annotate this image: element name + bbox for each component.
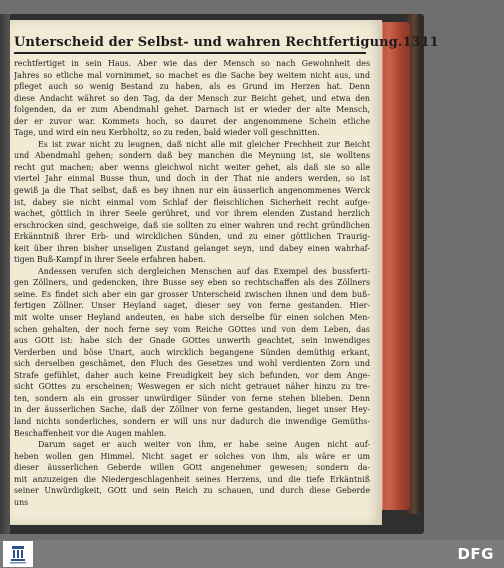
text-line: wachet, göttlich in ihrer Seele gerühret, und vor ihrem elenden Zustand herzlich [14, 209, 370, 219]
text-line: Strafe gefühlet, daher auch keine Freudigkeit bey sich befunden, vor dem Ange- [14, 370, 370, 380]
book-spine [0, 14, 10, 534]
text-line: viertel Jahr einmal Busse thun, und doch in der That nie anders werden, so ist [14, 174, 370, 184]
text-line: Es ist zwar nicht zu leugnen, daß nicht alle mit gleicher Frechheit zur Beicht [38, 139, 370, 149]
text-line: recht gut machen; aber wenns gleichwol nicht weiter gehet, als daß sie so alle [14, 162, 370, 172]
text-line: Darum saget er auch weiter von ihm, er habe seine Augen nicht auf- [38, 440, 370, 450]
text-line: Jahres so etliche mal vornimmet, so machet es die Sache bey weitem nicht aus, und [14, 70, 370, 80]
text-line: pfleget auch so wenig Bestand zu haben, als es Grund im Herzen hat. Denn [14, 82, 370, 92]
dfg-logo[interactable]: DFG [457, 545, 494, 563]
text-line: mit wolte unser Heyland andeuten, es habe sich derselbe für einen solchen Men- [14, 313, 370, 323]
text-line: Verderben und böse Unart, auch wircklich begangene Sünden demüthig erkant, [14, 347, 370, 357]
text-line: seine. Es findet sich aber ein gar grosser Unterscheid zwischen ihnen und dem buß- [14, 289, 370, 299]
text-line: schen gehalten, der noch ferne sey vom Reiche GOttes und von dem Leben, das [14, 324, 370, 334]
text-line: sich derselben geschämet, den Fluch des Gesetzes und wohl verdienten Zorn und [14, 359, 370, 369]
text-line: fertigen Zöllner. Unser Heyland saget, dieser sey von ferne gestanden. Hier- [14, 301, 370, 311]
text-line: mit anzuzeigen die Niedergeschlagenheit seines Herzens, und die tiefe Erkäntniß [14, 474, 370, 484]
running-title: Unterscheid der Selbst- und wahren Rechtfertigung. [14, 35, 403, 50]
text-line: erschrocken sind, geschweige, daß sie sollten zu einer wahren und recht gründlichen [14, 220, 370, 230]
library-logo-icon[interactable] [3, 541, 33, 567]
text-line: keit über ihren bisher unseligen Zustand gelanget seyn, und dabey einen wahrhaf- [14, 243, 370, 253]
page-header [14, 24, 439, 54]
text-line: land nichts sonderliches, sondern er will uns nur dadurch die inwendige Gemüths- [14, 416, 370, 426]
text-line: Erkänntniß ihrer Erb- und wircklichen Sünden, und zu einer göttlichen Traurig- [14, 232, 370, 242]
text-line: aus GOtt ist: habe sich der Gnade GOttes unwerth geachtet, sein inwendiges [14, 336, 370, 346]
text-line: in der äusserlichen Sache, daß der Zöllner von ferne gestanden, lieget unser Hey- [14, 405, 370, 415]
text-line: ten, sondern als ein grosser unwürdiger Sünder von ferne stehen blieben. Denn [14, 393, 370, 403]
page-number: 1311 [402, 35, 439, 50]
text-line: ist, dabey sie nicht einmal vom Schlaf der fleischlichen Sicherheit recht aufge- [14, 197, 370, 207]
text-line: seiner Unwürdigkeit, GOtt und sein Reich zu schauen, und durch diese Geberde [14, 486, 370, 496]
red-page-edges [378, 22, 410, 510]
text-line: tigen Buß-Kampf in ihrer Seele erfahren haben. [14, 255, 206, 265]
text-line: folgenden, da er zum Abendmahl gehet. Darnach ist er wieder der alte Mensch, [14, 105, 370, 115]
text-line: Beschaffenheit vor die Augen mahlen. [14, 428, 167, 438]
text-line: diese Andacht währet so den Tag, da der Mensch zur Beicht gehet, und etwa den [14, 93, 370, 103]
text-line: und Abendmahl gehen; sondern daß bey manchen die Meynung ist, sie wolltens [14, 151, 370, 161]
text-line: der er zuvor war. Kommets hoch, so dauret der angenommene Schein etliche [14, 116, 370, 126]
text-line: gen Zöllners, und gedencken, ihre Busse sey eben so rechtschaffen als des Zöllners [14, 278, 370, 288]
text-line: Andessen verufen sich dergleichen Menschen auf das Exempel des bussferti- [38, 266, 370, 276]
text-line: uns [14, 497, 29, 507]
text-line: gewiß ja die That selbst, daß es bey ihnen nur ein äusserlich angenommenes Werck [14, 186, 370, 196]
text-line: dieser äusserlichen Geberde willen GOtt angenehmer gewesen; sondern da- [14, 463, 370, 473]
text-line: Tage, und wird ein neu Kerbholtz, so zu reden, bald wieder voll geschnitten. [14, 128, 320, 138]
viewer-footer-bar [0, 540, 504, 568]
text-line: rechtfertiget in sein Haus. Aber wie das der Mensch so nach Gewohnheit des [14, 59, 370, 68]
text-line: heben wollen gen Himmel. Nicht saget er solches von ihm, als wäre er um [14, 451, 370, 461]
text-line: sicht GOttes zu erscheinen; Weswegen er sich nicht getrauet näher hinzu zu tre- [14, 382, 370, 392]
page-body-text [14, 58, 370, 508]
